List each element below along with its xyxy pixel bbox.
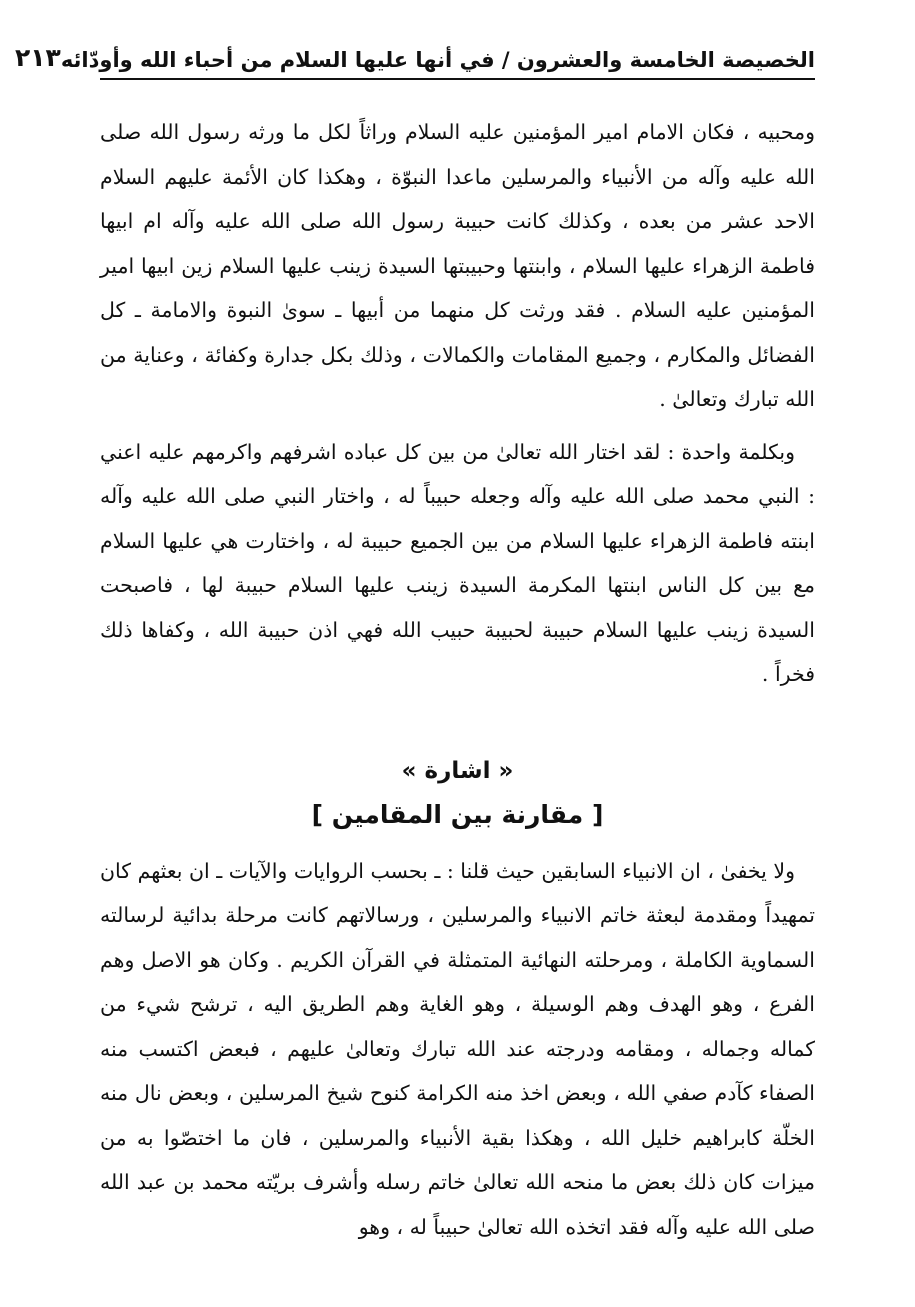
page-header: [15, 34, 815, 80]
paragraph-2: وبكلمة واحدة : لقد اختار الله تعالىٰ من بين كل عباده اشرفهم واكرمهم عليه اعني : النبي محمد صلى الله عليه وآله وجعله حبيباً له ، واختار النبي صلى الله عليه وآله ابنته فاطمة الزهراء عليها السلام من بين الجميع حبيبة له ، واختارت هي عليها السلام مع بين كل الناس ابنتها المكرمة السيدة زينب عليها السلام حبيبة لها ، فاصبحت السيدة زينب عليها السلام حبيبة لحبيبة حبيب الله فهي اذن حبيبة الله ، وكفاها ذلك فخراً .: [100, 439, 815, 686]
section-heading: [100, 753, 815, 837]
paragraph-1: ومحبيه ، فكان الامام امير المؤمنين عليه السلام وراثاً لكل ما ورثه رسول الله صلى الله عليه وآله من الأنبياء والمرسلين ماعدا النبوّة ، وهكذا كان الأئمة عليهم السلام الاحد عشر من بعده ، وكذلك كانت حبيبة رسول الله صلى الله عليه وآله ام ابيها فاطمة الزهراء عليها السلام ، وابنتها وحبيبتها السيدة زينب عليها السلام زين ابيها امير المؤمنين عليه السلام . فقد ورثت كل منهما من أبيها ـ سوىٰ النبوة والامامة ـ كل الفضائل والمكارم ، وجميع المقامات والكمالات ، وذلك بكل جدارة وكفائة ، وعناية من الله تبارك وتعالىٰ .: [100, 120, 815, 411]
paragraph-3: ولا يخفىٰ ، ان الانبياء السابقين حيث قلنا : ـ بحسب الروايات والآيات ـ ان بعثهم كان تمهيداً ومقدمة لبعثة خاتم الانبياء والمرسلين ، ورسالاتهم كانت مرحلة بدائية لرسالته السماوية الكاملة ، ومرحلته النهائية المتمثلة في القرآن الكريم . وكان هو الاصل وهم الفرع ، وهو الهدف وهم الوسيلة ، وهو الغاية وهم الطريق اليه ، ترشح شيء من كماله وجماله ، ومقامه ودرجته عند الله تبارك وتعالىٰ عليهم ، فبعض اكتسب منه الصفاء كآدم صفي الله ، وبعض اخذ منه الكرامة كنوح شيخ المرسلين ، وبعض نال منه الخلّة كابراهيم خليل الله ، وهكذا بقية الأنبياء والمرسلين ، فان ما اختصّوا به من ميزات كان ذلك بعض ما منحه الله تعالىٰ خاتم رسله وأشرف بريّته محمد بن عبد الله صلى الله عليه وآله فقد اتخذه الله تعالىٰ حبيباً له ، وهو: [100, 858, 815, 1239]
page-content: [100, 110, 815, 1249]
page-number: ٢١٣: [15, 43, 61, 72]
section-label: « اشارة »: [401, 757, 514, 784]
section-subtitle: [ مقارنة بين المقامين ]: [311, 799, 604, 829]
running-title: الخصيصة الخامسة والعشرون / في أنها عليها السلام من أحباء الله وأودّائه: [60, 48, 815, 72]
